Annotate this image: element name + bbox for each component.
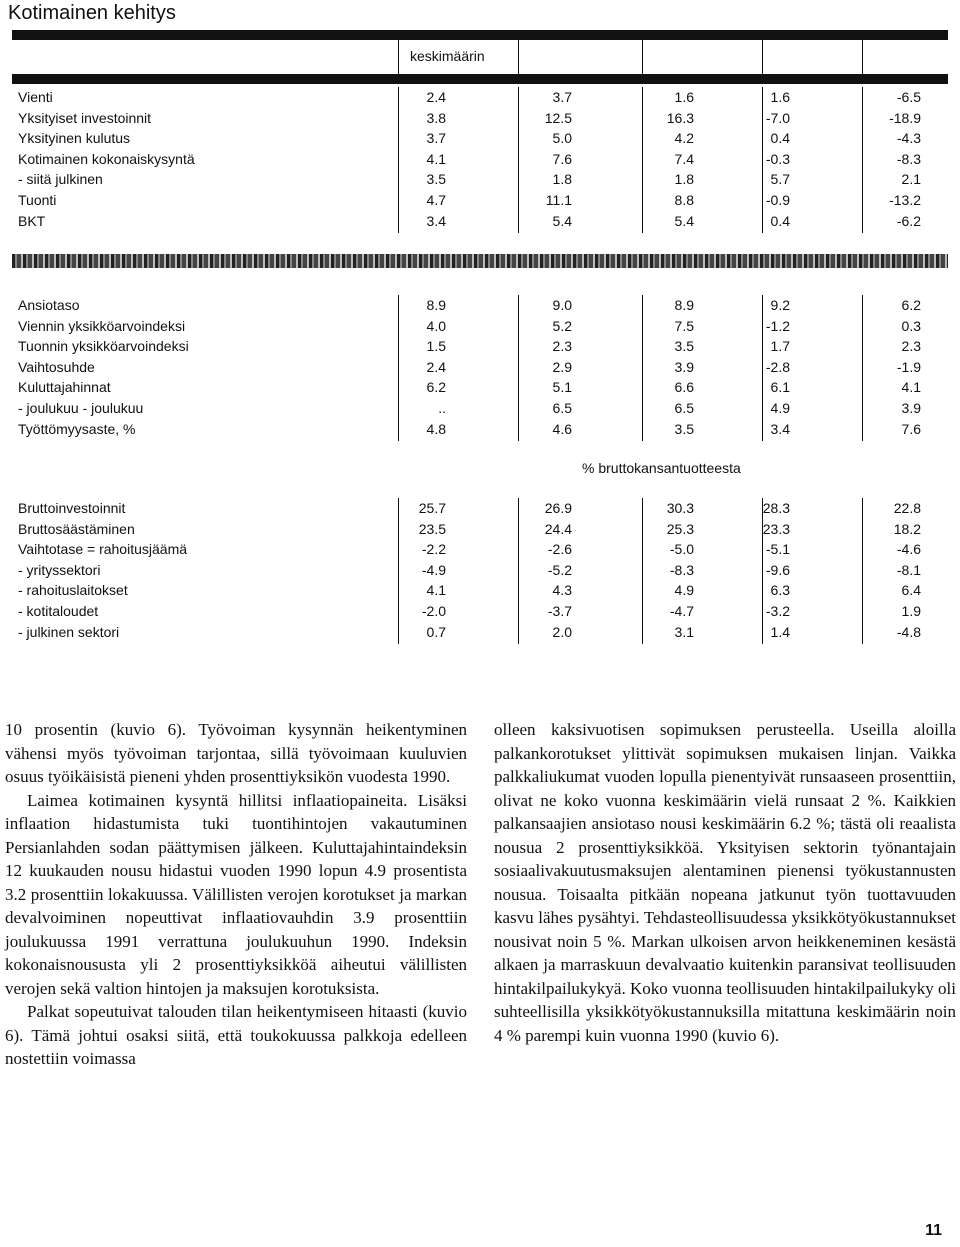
table-row xyxy=(0,357,960,377)
paragraph: Laimea kotimainen kysyntä hillitsi inflaatiopaineita. Lisäksi inflaation hidastumista tuki tuontihintojen vakautuminen Persianlahden sodan päättymisen jälkeen. Kuluttajahintaindeksin 12 kuukauden nousu hidastui vuoden 1990 lopun 4.9 prosentista 3.2 prosenttiin lokakuussa. Välillisten verojen korotukset ja markan devalvoiminen nopeuttivat inflaatiovauhdin 3.9 prosenttiin joulukuussa 1991 verrattuna joulukuuhun 1990. Indeksin kokonaisnoususta yli 2 prosenttiyksikköä aiheutui välillisten verojen sekä valtion hintojen ja maksujen korotuksista. xyxy=(5,790,467,998)
table-row xyxy=(0,419,960,439)
row-label: Vaihtotase = rahoitusjäämä xyxy=(18,541,188,558)
table-cell: 4.3 xyxy=(552,582,572,599)
row-label: Vienti xyxy=(18,89,53,105)
table-cell: -4.8 xyxy=(896,623,921,640)
table-cell: -8.3 xyxy=(669,561,694,578)
table-cell: 25.7 xyxy=(418,500,446,516)
table-cell: 28.3 xyxy=(762,500,790,516)
table-cell: -5.2 xyxy=(547,561,572,578)
header-bar-top xyxy=(12,30,948,40)
table-cell: 3.4 xyxy=(770,420,790,437)
row-label: Viennin yksikköarvoindeksi xyxy=(18,317,186,334)
table-cell: -6.2 xyxy=(896,212,921,229)
table-cell: 6.5 xyxy=(674,400,694,416)
table-cell: 7.6 xyxy=(901,420,921,437)
table-cell: 8.9 xyxy=(674,297,694,313)
row-label: BKT xyxy=(18,212,46,229)
table-cell: -4.6 xyxy=(896,541,921,558)
column-divider xyxy=(642,87,643,233)
column-divider xyxy=(642,295,643,441)
table-row xyxy=(0,601,960,621)
column-divider xyxy=(762,295,763,441)
table-cell: -9.6 xyxy=(765,561,790,578)
column-divider xyxy=(518,87,519,233)
table-cell: 4.9 xyxy=(770,400,790,416)
table-cell: 2.3 xyxy=(901,338,921,355)
row-label: Tuonti xyxy=(18,192,57,208)
table-cell: 11.1 xyxy=(545,192,572,208)
table-row xyxy=(0,336,960,356)
row-label: Kuluttajahinnat xyxy=(18,379,111,396)
row-label: Bruttoinvestoinnit xyxy=(18,500,126,516)
table-cell: -0.3 xyxy=(765,150,790,167)
table-cell: -5.1 xyxy=(765,541,790,558)
table-cell: 6.2 xyxy=(426,379,446,396)
table-cell: 4.2 xyxy=(674,130,694,147)
header-divider xyxy=(642,40,643,74)
table-cell: -2.2 xyxy=(421,541,446,558)
table-cell: 4.8 xyxy=(426,420,446,437)
table-cell: 3.9 xyxy=(901,400,921,416)
row-label: Bruttosäästäminen xyxy=(18,520,135,537)
table-cell: 1.7 xyxy=(770,338,790,355)
table-row xyxy=(0,190,960,210)
column-divider xyxy=(862,295,863,441)
table-cell: 2.1 xyxy=(901,171,921,188)
table-cell: -2.8 xyxy=(765,358,790,375)
table-cell: 0.4 xyxy=(770,130,790,147)
table-cell: -18.9 xyxy=(889,109,921,126)
table-cell: 9.0 xyxy=(552,297,572,313)
table-cell: -3.2 xyxy=(765,603,790,619)
table-row xyxy=(0,149,960,169)
column-divider xyxy=(762,498,763,644)
table-cell: 3.7 xyxy=(426,130,446,147)
table-cell: 3.5 xyxy=(674,338,694,355)
header-divider xyxy=(762,40,763,74)
table-cell: 0.4 xyxy=(770,212,790,229)
table-cell: 7.6 xyxy=(552,150,572,167)
page-title: Kotimainen kehitys xyxy=(8,2,176,24)
table-cell: 4.0 xyxy=(426,317,446,334)
table-cell: 1.5 xyxy=(426,338,446,355)
table-cell: 4.6 xyxy=(552,420,572,437)
table-cell: 2.0 xyxy=(552,623,572,640)
table-cell: 12.5 xyxy=(544,109,572,126)
table-cell: 1.6 xyxy=(674,89,694,105)
table-cell: -8.3 xyxy=(896,150,921,167)
table-cell: -2.0 xyxy=(421,603,446,619)
table-cell: 4.9 xyxy=(674,582,694,599)
row-label: Vaihtosuhde xyxy=(18,358,95,375)
table-cell: -1.2 xyxy=(765,317,790,334)
table-cell: 4.7 xyxy=(426,192,446,208)
paragraph: olleen kaksivuotisen sopimuksen perusteella. Useilla aloilla palkankorotukset ylittivät sopimuksen mukaisen linjan. Vaikka palkkaliukumat vuoden lopulla pienentyivät runsaaseen prosenttiin, olivat ne koko vuonna keskimäärin vielä runsaat 2 %. Kaikkien palkansaajien ansiotaso nousi keskimäärin 6.2 %; tästä oli reaalista nousua 2 prosenttiyksikköä. Yksityisen sektorin työnantajain sosiaalivakuutusmaksujen alentaminen pienensi työkustannusten nousua. Toisaalta pitkään nopeana jatkunut työn tuottavuuden kasvu lähes pysähtyi. Tehdasteollisuudessa yksikkötyökustannukset nousivat noin 5 %. Markan ulkoisen arvon heikkeneminen kesästä alkaen ja marraskuun devalvaatio kuitenkin paransivat teollisuuden hintakilpailukykyä. Koko vuonna teollisuuden hintakilpailukyky oli suhteellisilla yksikkötyökustannuksilla mitattuna keskimäärin noin 4 % parempi kuin vuonna 1990 (kuvio 6). xyxy=(494,720,956,1045)
table-cell: -6.5 xyxy=(896,89,921,105)
table-row xyxy=(0,580,960,600)
column-divider xyxy=(762,87,763,233)
table-cell: -13.2 xyxy=(889,192,921,208)
table-cell: 23.5 xyxy=(418,520,446,537)
text-column-right xyxy=(494,718,956,1047)
table-cell: 5.4 xyxy=(552,212,572,229)
table-cell: 3.4 xyxy=(426,212,446,229)
table-cell: 1.6 xyxy=(770,89,790,105)
table-cell: 4.1 xyxy=(901,379,921,396)
table-cell: 5.0 xyxy=(552,130,572,147)
table-cell: -7.0 xyxy=(765,109,790,126)
header-divider xyxy=(398,40,399,74)
table-cell: -4.7 xyxy=(669,603,694,619)
table-cell: 6.1 xyxy=(770,379,790,396)
row-label: Työttömyysaste, % xyxy=(18,420,136,437)
table-cell: 5.7 xyxy=(770,171,790,188)
table-row xyxy=(0,211,960,231)
row-label: - yrityssektori xyxy=(18,561,101,578)
table-cell: 3.1 xyxy=(674,623,694,640)
table-cell: -4.9 xyxy=(421,561,446,578)
row-label: - julkinen sektori xyxy=(18,623,120,640)
table-row xyxy=(0,498,960,518)
table-cell: 6.5 xyxy=(552,400,572,416)
table-cell: -3.7 xyxy=(547,603,572,619)
column-divider xyxy=(862,498,863,644)
table-cell: 7.5 xyxy=(674,317,694,334)
row-label: Yksityinen kulutus xyxy=(18,130,131,147)
row-label: - kotitaloudet xyxy=(18,603,99,619)
table-cell: 8.9 xyxy=(426,297,446,313)
table-cell: 16.3 xyxy=(666,109,694,126)
table-cell: 3.9 xyxy=(674,358,694,375)
table-cell: 7.4 xyxy=(674,150,694,167)
table-cell: 3.5 xyxy=(426,171,446,188)
table-cell: 6.2 xyxy=(901,297,921,313)
column-divider xyxy=(398,87,399,233)
table-cell: 5.2 xyxy=(552,317,572,334)
page-number: 11 xyxy=(925,1222,942,1239)
table-cell: 4.1 xyxy=(426,150,446,167)
table-cell: 2.4 xyxy=(426,358,446,375)
table-cell: 2.9 xyxy=(552,358,572,375)
table-cell: -5.0 xyxy=(669,541,694,558)
header-divider xyxy=(862,40,863,74)
table-cell: 1.9 xyxy=(901,603,921,619)
table-row xyxy=(0,87,960,107)
table-cell: -8.1 xyxy=(896,561,921,578)
table-cell: 18.2 xyxy=(893,520,921,537)
table-row xyxy=(0,377,960,397)
table-cell: 1.8 xyxy=(674,171,694,188)
column-divider xyxy=(518,498,519,644)
row-label: Ansiotaso xyxy=(18,297,80,313)
table-row xyxy=(0,560,960,580)
row-label: Yksityiset investoinnit xyxy=(18,109,152,126)
table-cell: 3.8 xyxy=(426,109,446,126)
header-keskimaarin: keskimäärin xyxy=(410,48,485,64)
row-label: - siitä julkinen xyxy=(18,171,103,188)
row-label: - joulukuu - joulukuu xyxy=(18,400,144,416)
table-cell: -4.3 xyxy=(896,130,921,147)
table-cell: 2.3 xyxy=(552,338,572,355)
table-cell: 0.7 xyxy=(426,623,446,640)
table-cell: 1.4 xyxy=(770,623,790,640)
row-label: - rahoituslaitokset xyxy=(18,582,128,599)
table-cell: 25.3 xyxy=(666,520,694,537)
text-column-left xyxy=(5,718,467,1071)
column-divider xyxy=(642,498,643,644)
table-row xyxy=(0,519,960,539)
table-row xyxy=(0,295,960,315)
column-divider xyxy=(398,295,399,441)
table-cell: 26.9 xyxy=(544,500,572,516)
table-row xyxy=(0,169,960,189)
paragraph: 10 prosentin (kuvio 6). Työvoiman kysynnän heikentyminen vähensi myös työvoiman tarjontaa, sillä työvoimaan kuuluvien osuus työikäisistä pieneni yhden prosenttiyksikön vuodesta 1990. xyxy=(5,720,467,786)
table-cell: 9.2 xyxy=(770,297,790,313)
table-cell: -1.9 xyxy=(896,358,921,375)
row-label: Tuonnin yksikköarvoindeksi xyxy=(18,338,189,355)
column-divider xyxy=(862,87,863,233)
header-divider xyxy=(518,40,519,74)
table-cell: 4.1 xyxy=(426,582,446,599)
table-cell: 23.3 xyxy=(762,520,790,537)
table-cell: 0.3 xyxy=(901,317,921,334)
table-cell: 5.1 xyxy=(552,379,572,396)
table-cell: -2.6 xyxy=(547,541,572,558)
table-row xyxy=(0,622,960,642)
header-bar-bottom xyxy=(12,74,948,84)
table-cell: 2.4 xyxy=(426,89,446,105)
table-row xyxy=(0,539,960,559)
column-divider xyxy=(398,498,399,644)
table-cell: 6.3 xyxy=(770,582,790,599)
table-cell: 22.8 xyxy=(893,500,921,516)
table-row xyxy=(0,316,960,336)
row-label: Kotimainen kokonaiskysyntä xyxy=(18,150,195,167)
table-cell: -0.9 xyxy=(765,192,790,208)
table-cell: 1.8 xyxy=(552,171,572,188)
table-row xyxy=(0,128,960,148)
table-cell: 24.4 xyxy=(544,520,572,537)
table-cell: 8.8 xyxy=(674,192,694,208)
table-caption: % bruttokansantuotteesta xyxy=(582,460,741,476)
table-cell: 3.7 xyxy=(552,89,572,105)
table-cell: 30.3 xyxy=(666,500,694,516)
paragraph: Palkat sopeutuivat talouden tilan heikentymiseen hitaasti (kuvio 6). Tämä johtui osaksi siitä, että toukokuussa palkkoja edelleen nostettiin voimassa xyxy=(5,1002,467,1068)
table-cell: 6.4 xyxy=(901,582,921,599)
table-cell: 3.5 xyxy=(674,420,694,437)
table-row xyxy=(0,108,960,128)
table-cell: 6.6 xyxy=(674,379,694,396)
section-divider-band xyxy=(12,254,948,268)
table-cell: 5.4 xyxy=(674,212,694,229)
table-row xyxy=(0,398,960,418)
table-cell: .. xyxy=(438,400,446,416)
column-divider xyxy=(518,295,519,441)
